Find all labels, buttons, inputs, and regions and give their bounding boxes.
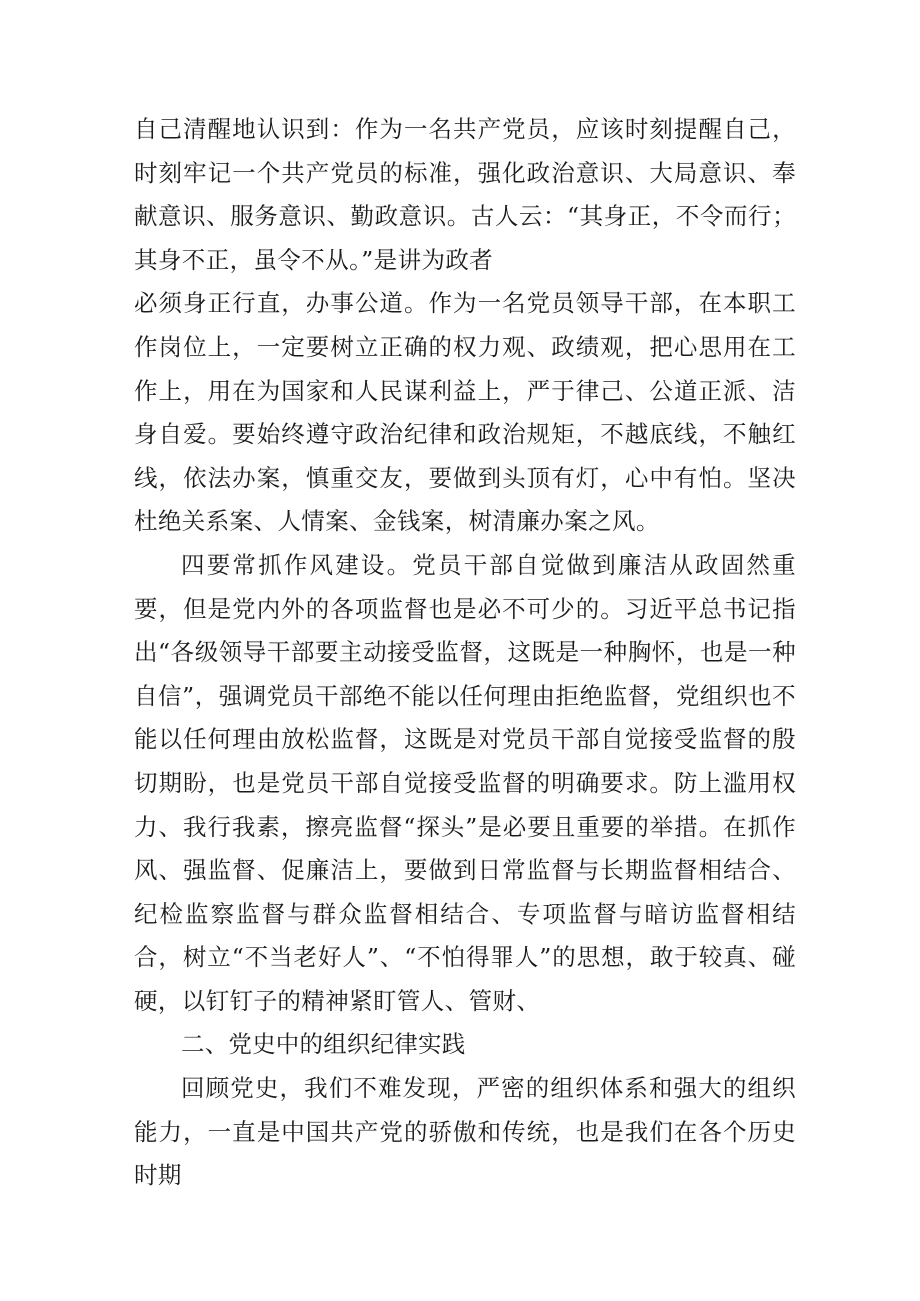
paragraph-political-awareness: 自己清醒地认识到：作为一名共产党员，应该时刻提醒自己，时刻牢记一个共产党员的标准，强化政治意识、大局意识、奉献意识、服务意识、勤政意识。古人云：“其身正，不令而行；其身不正，虽令不从。”是讲为政者 — [134, 115, 796, 274]
paragraph-party-history: 回顾党史，我们不难发现，严密的组织体系和强大的组织能力，一直是中国共产党的骄傲和传统，也是我们在各个历史时期 — [134, 1074, 796, 1190]
paragraph-integrity: 必须身正行直，办事公道。作为一名党员领导干部，在本职工作岗位上，一定要树立正确的权力观、政绩观，把心思用在工作上，用在为国家和人民谋利益上，严于律己、公道正派、洁身自爱。要始终遵守政治纪律和政治规矩，不越底线，不触红线，依法办案，慎重交友，要做到头顶有灯，心中有怕。坚决杜绝关系案、人情案、金钱案，树清廉办案之风。 — [134, 289, 796, 536]
document-body — [134, 108, 796, 1198]
paragraph-work-style: 四要常抓作风建设。党员干部自觉做到廉洁从政固然重要，但是党内外的各项监督也是必不可少的。习近平总书记指出“各级领导干部要主动接受监督，这既是一种胸怀，也是一种自信”，强调党员干部绝不能以任何理由拒绝监督，党组织也不能以任何理由放松监督，这既是对党员干部自觉接受监督的殷切期盼，也是党员干部自觉接受监督的明确要求。防上滥用权力、我行我素，擦亮监督“探头”是必要且重要的举措。在抓作风、强监督、促廉洁上，要做到日常监督与长期监督相结合、纪检监察监督与群众监督相结合、专项监督与暗访监督相结合，树立“不当老好人”、“不怕得罪人”的思想，敢于较真、碰硬，以钉钉子的精神紧盯管人、管财、 — [134, 550, 796, 1015]
section-heading: 二、党史中的组织纪律实践 — [181, 1030, 466, 1059]
